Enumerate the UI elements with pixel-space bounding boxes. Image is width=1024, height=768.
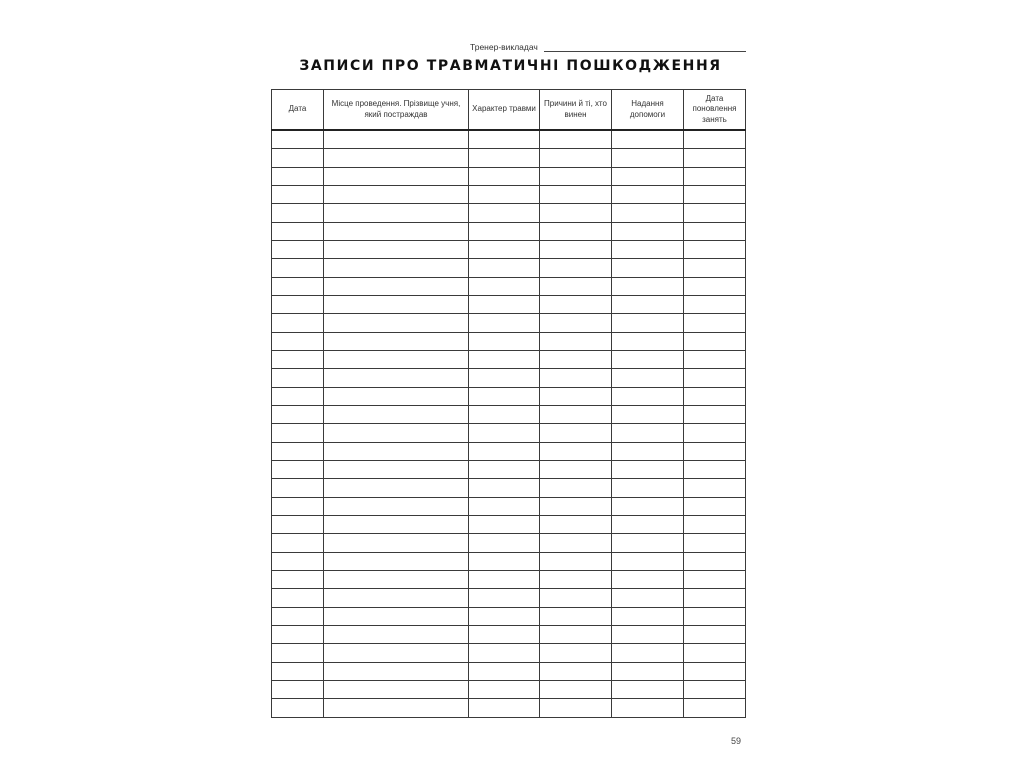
place-victim-cell[interactable] — [324, 552, 469, 570]
causes-cell[interactable] — [540, 350, 612, 368]
injury-type-cell[interactable] — [469, 442, 540, 460]
table-row — [272, 644, 746, 662]
table-row — [272, 167, 746, 185]
causes-cell[interactable] — [540, 424, 612, 442]
resume-date-cell[interactable] — [684, 295, 746, 313]
place-victim-cell[interactable] — [324, 350, 469, 368]
first-aid-cell[interactable] — [612, 387, 684, 405]
place-victim-cell[interactable] — [324, 222, 469, 240]
place-victim-cell[interactable] — [324, 405, 469, 423]
causes-cell[interactable] — [540, 387, 612, 405]
form-page — [258, 0, 763, 768]
first-aid-cell[interactable] — [612, 277, 684, 295]
resume-date-cell[interactable] — [684, 314, 746, 332]
first-aid-cell[interactable] — [612, 295, 684, 313]
date-cell[interactable] — [272, 314, 324, 332]
table-row — [272, 552, 746, 570]
injury-type-cell[interactable] — [469, 424, 540, 442]
first-aid-cell[interactable] — [612, 699, 684, 718]
resume-date-cell[interactable] — [684, 387, 746, 405]
causes-cell[interactable] — [540, 552, 612, 570]
causes-cell[interactable] — [540, 515, 612, 533]
causes-cell[interactable] — [540, 332, 612, 350]
date-cell[interactable] — [272, 259, 324, 277]
causes-cell[interactable] — [540, 369, 612, 387]
resume-date-cell[interactable] — [684, 149, 746, 167]
first-aid-cell[interactable] — [612, 625, 684, 643]
table-row — [272, 369, 746, 387]
date-cell[interactable] — [272, 479, 324, 497]
table-row — [272, 240, 746, 258]
first-aid-cell[interactable] — [612, 589, 684, 607]
resume-date-cell[interactable] — [684, 607, 746, 625]
injury-type-cell[interactable] — [469, 534, 540, 552]
first-aid-cell[interactable] — [612, 149, 684, 167]
injury-records-table-container — [271, 89, 745, 718]
causes-cell[interactable] — [540, 277, 612, 295]
place-victim-cell[interactable] — [324, 295, 469, 313]
injury-type-cell[interactable] — [469, 387, 540, 405]
first-aid-cell[interactable] — [612, 534, 684, 552]
injury-type-cell[interactable] — [469, 186, 540, 204]
table-row — [272, 607, 746, 625]
first-aid-cell[interactable] — [612, 662, 684, 680]
table-row — [272, 405, 746, 423]
injury-records-table — [271, 89, 746, 718]
causes-cell[interactable] — [540, 479, 612, 497]
table-row — [272, 680, 746, 698]
date-cell[interactable] — [272, 625, 324, 643]
injury-type-cell[interactable] — [469, 259, 540, 277]
first-aid-cell[interactable] — [612, 680, 684, 698]
first-aid-cell[interactable] — [612, 570, 684, 588]
date-cell[interactable] — [272, 607, 324, 625]
place-victim-cell[interactable] — [324, 460, 469, 478]
causes-cell[interactable] — [540, 589, 612, 607]
table-row — [272, 589, 746, 607]
causes-cell[interactable] — [540, 534, 612, 552]
date-cell[interactable] — [272, 534, 324, 552]
causes-cell[interactable] — [540, 442, 612, 460]
first-aid-cell[interactable] — [612, 314, 684, 332]
table-row — [272, 204, 746, 222]
resume-date-cell[interactable] — [684, 515, 746, 533]
place-victim-cell[interactable] — [324, 589, 469, 607]
injury-type-cell[interactable] — [469, 680, 540, 698]
causes-cell[interactable] — [540, 680, 612, 698]
resume-date-cell[interactable] — [684, 534, 746, 552]
injury-type-cell[interactable] — [469, 607, 540, 625]
column-header-injury-type: Характер травми — [469, 90, 540, 131]
injury-type-cell[interactable] — [469, 130, 540, 149]
first-aid-cell[interactable] — [612, 259, 684, 277]
resume-date-cell[interactable] — [684, 625, 746, 643]
resume-date-cell[interactable] — [684, 369, 746, 387]
resume-date-cell[interactable] — [684, 405, 746, 423]
resume-date-cell[interactable] — [684, 186, 746, 204]
date-cell[interactable] — [272, 369, 324, 387]
table-row — [272, 295, 746, 313]
causes-cell[interactable] — [540, 222, 612, 240]
injury-type-cell[interactable] — [469, 552, 540, 570]
injury-type-cell[interactable] — [469, 625, 540, 643]
place-victim-cell[interactable] — [324, 314, 469, 332]
place-victim-cell[interactable] — [324, 332, 469, 350]
column-header-first-aid: Надання допомоги — [612, 90, 684, 131]
causes-cell[interactable] — [540, 405, 612, 423]
place-victim-cell[interactable] — [324, 387, 469, 405]
table-body — [272, 130, 746, 718]
first-aid-cell[interactable] — [612, 479, 684, 497]
table-row — [272, 350, 746, 368]
first-aid-cell[interactable] — [612, 350, 684, 368]
table-row — [272, 186, 746, 204]
place-victim-cell[interactable] — [324, 277, 469, 295]
resume-date-cell[interactable] — [684, 662, 746, 680]
place-victim-cell[interactable] — [324, 662, 469, 680]
table-row — [272, 460, 746, 478]
date-cell[interactable] — [272, 424, 324, 442]
causes-cell[interactable] — [540, 130, 612, 149]
trainer-label: Тренер-викладач — [470, 42, 538, 52]
date-cell[interactable] — [272, 497, 324, 515]
table-row — [272, 130, 746, 149]
place-victim-cell[interactable] — [324, 424, 469, 442]
date-cell[interactable] — [272, 442, 324, 460]
injury-type-cell[interactable] — [469, 644, 540, 662]
causes-cell[interactable] — [540, 644, 612, 662]
date-cell[interactable] — [272, 277, 324, 295]
place-victim-cell[interactable] — [324, 186, 469, 204]
date-cell[interactable] — [272, 332, 324, 350]
causes-cell[interactable] — [540, 314, 612, 332]
first-aid-cell[interactable] — [612, 204, 684, 222]
place-victim-cell[interactable] — [324, 515, 469, 533]
first-aid-cell[interactable] — [612, 460, 684, 478]
place-victim-cell[interactable] — [324, 644, 469, 662]
resume-date-cell[interactable] — [684, 259, 746, 277]
resume-date-cell[interactable] — [684, 460, 746, 478]
date-cell[interactable] — [272, 589, 324, 607]
date-cell[interactable] — [272, 405, 324, 423]
injury-type-cell[interactable] — [469, 295, 540, 313]
resume-date-cell[interactable] — [684, 350, 746, 368]
injury-type-cell[interactable] — [469, 240, 540, 258]
causes-cell[interactable] — [540, 699, 612, 718]
injury-type-cell[interactable] — [469, 167, 540, 185]
table-row — [272, 662, 746, 680]
first-aid-cell[interactable] — [612, 607, 684, 625]
injury-type-cell[interactable] — [469, 515, 540, 533]
table-row — [272, 497, 746, 515]
trainer-blank-field[interactable] — [544, 42, 746, 52]
table-row — [272, 442, 746, 460]
date-cell[interactable] — [272, 130, 324, 149]
causes-cell[interactable] — [540, 240, 612, 258]
resume-date-cell[interactable] — [684, 644, 746, 662]
table-row — [272, 570, 746, 588]
place-victim-cell[interactable] — [324, 369, 469, 387]
causes-cell[interactable] — [540, 295, 612, 313]
place-victim-cell[interactable] — [324, 240, 469, 258]
column-header-causes-and-culprits: Причини й ті, хто винен — [540, 90, 612, 131]
resume-date-cell[interactable] — [684, 277, 746, 295]
date-cell[interactable] — [272, 570, 324, 588]
date-cell[interactable] — [272, 167, 324, 185]
injury-type-cell[interactable] — [469, 350, 540, 368]
resume-date-cell[interactable] — [684, 497, 746, 515]
table-row — [272, 314, 746, 332]
table-row — [272, 277, 746, 295]
date-cell[interactable] — [272, 222, 324, 240]
date-cell[interactable] — [272, 515, 324, 533]
first-aid-cell[interactable] — [612, 130, 684, 149]
injury-type-cell[interactable] — [469, 314, 540, 332]
causes-cell[interactable] — [540, 186, 612, 204]
causes-cell[interactable] — [540, 167, 612, 185]
first-aid-cell[interactable] — [612, 552, 684, 570]
causes-cell[interactable] — [540, 497, 612, 515]
date-cell[interactable] — [272, 149, 324, 167]
first-aid-cell[interactable] — [612, 167, 684, 185]
resume-date-cell[interactable] — [684, 130, 746, 149]
resume-date-cell[interactable] — [684, 204, 746, 222]
column-header-date: Дата — [272, 90, 324, 131]
table-row — [272, 149, 746, 167]
table-row — [272, 625, 746, 643]
place-victim-cell[interactable] — [324, 699, 469, 718]
causes-cell[interactable] — [540, 570, 612, 588]
page-number: 59 — [730, 736, 741, 746]
place-victim-cell[interactable] — [324, 607, 469, 625]
date-cell[interactable] — [272, 552, 324, 570]
date-cell[interactable] — [272, 240, 324, 258]
place-victim-cell[interactable] — [324, 259, 469, 277]
place-victim-cell[interactable] — [324, 204, 469, 222]
resume-date-cell[interactable] — [684, 332, 746, 350]
first-aid-cell[interactable] — [612, 515, 684, 533]
causes-cell[interactable] — [540, 662, 612, 680]
causes-cell[interactable] — [540, 625, 612, 643]
injury-type-cell[interactable] — [469, 460, 540, 478]
resume-date-cell[interactable] — [684, 570, 746, 588]
date-cell[interactable] — [272, 295, 324, 313]
first-aid-cell[interactable] — [612, 186, 684, 204]
injury-type-cell[interactable] — [469, 699, 540, 718]
table-row — [272, 387, 746, 405]
first-aid-cell[interactable] — [612, 369, 684, 387]
first-aid-cell[interactable] — [612, 644, 684, 662]
injury-type-cell[interactable] — [469, 405, 540, 423]
table-row — [272, 515, 746, 533]
injury-type-cell[interactable] — [469, 277, 540, 295]
first-aid-cell[interactable] — [612, 497, 684, 515]
table-row — [272, 259, 746, 277]
injury-type-cell[interactable] — [469, 222, 540, 240]
causes-cell[interactable] — [540, 460, 612, 478]
first-aid-cell[interactable] — [612, 405, 684, 423]
resume-date-cell[interactable] — [684, 479, 746, 497]
date-cell[interactable] — [272, 644, 324, 662]
date-cell[interactable] — [272, 460, 324, 478]
table-row — [272, 222, 746, 240]
resume-date-cell[interactable] — [684, 222, 746, 240]
injury-type-cell[interactable] — [469, 149, 540, 167]
injury-type-cell[interactable] — [469, 570, 540, 588]
page-title: ЗАПИСИ ПРО ТРАВМАТИЧНІ ПОШКОДЖЕННЯ — [299, 58, 722, 74]
place-victim-cell[interactable] — [324, 130, 469, 149]
table-row — [272, 699, 746, 718]
table-row — [272, 424, 746, 442]
injury-type-cell[interactable] — [469, 369, 540, 387]
place-victim-cell[interactable] — [324, 534, 469, 552]
date-cell[interactable] — [272, 699, 324, 718]
date-cell[interactable] — [272, 680, 324, 698]
resume-date-cell[interactable] — [684, 680, 746, 698]
injury-type-cell[interactable] — [469, 662, 540, 680]
place-victim-cell[interactable] — [324, 497, 469, 515]
resume-date-cell[interactable] — [684, 699, 746, 718]
place-victim-cell[interactable] — [324, 167, 469, 185]
resume-date-cell[interactable] — [684, 589, 746, 607]
first-aid-cell[interactable] — [612, 240, 684, 258]
place-victim-cell[interactable] — [324, 680, 469, 698]
table-row — [272, 534, 746, 552]
causes-cell[interactable] — [540, 259, 612, 277]
resume-date-cell[interactable] — [684, 240, 746, 258]
place-victim-cell[interactable] — [324, 570, 469, 588]
column-header-resume-date: Дата поновлення занять — [684, 90, 746, 131]
column-header-place-and-victim: Місце проведення. Прізвище учня, який постраждав — [324, 90, 469, 131]
table-row — [272, 332, 746, 350]
first-aid-cell[interactable] — [612, 424, 684, 442]
date-cell[interactable] — [272, 186, 324, 204]
trainer-signature-line — [470, 38, 746, 52]
resume-date-cell[interactable] — [684, 424, 746, 442]
resume-date-cell[interactable] — [684, 552, 746, 570]
injury-type-cell[interactable] — [469, 589, 540, 607]
resume-date-cell[interactable] — [684, 442, 746, 460]
first-aid-cell[interactable] — [612, 222, 684, 240]
place-victim-cell[interactable] — [324, 442, 469, 460]
first-aid-cell[interactable] — [612, 332, 684, 350]
causes-cell[interactable] — [540, 607, 612, 625]
date-cell[interactable] — [272, 387, 324, 405]
place-victim-cell[interactable] — [324, 479, 469, 497]
date-cell[interactable] — [272, 204, 324, 222]
causes-cell[interactable] — [540, 204, 612, 222]
injury-type-cell[interactable] — [469, 204, 540, 222]
causes-cell[interactable] — [540, 149, 612, 167]
injury-type-cell[interactable] — [469, 479, 540, 497]
table-row — [272, 479, 746, 497]
table-header-row — [272, 90, 746, 131]
place-victim-cell[interactable] — [324, 625, 469, 643]
injury-type-cell[interactable] — [469, 497, 540, 515]
date-cell[interactable] — [272, 350, 324, 368]
place-victim-cell[interactable] — [324, 149, 469, 167]
resume-date-cell[interactable] — [684, 167, 746, 185]
first-aid-cell[interactable] — [612, 442, 684, 460]
date-cell[interactable] — [272, 662, 324, 680]
injury-type-cell[interactable] — [469, 332, 540, 350]
